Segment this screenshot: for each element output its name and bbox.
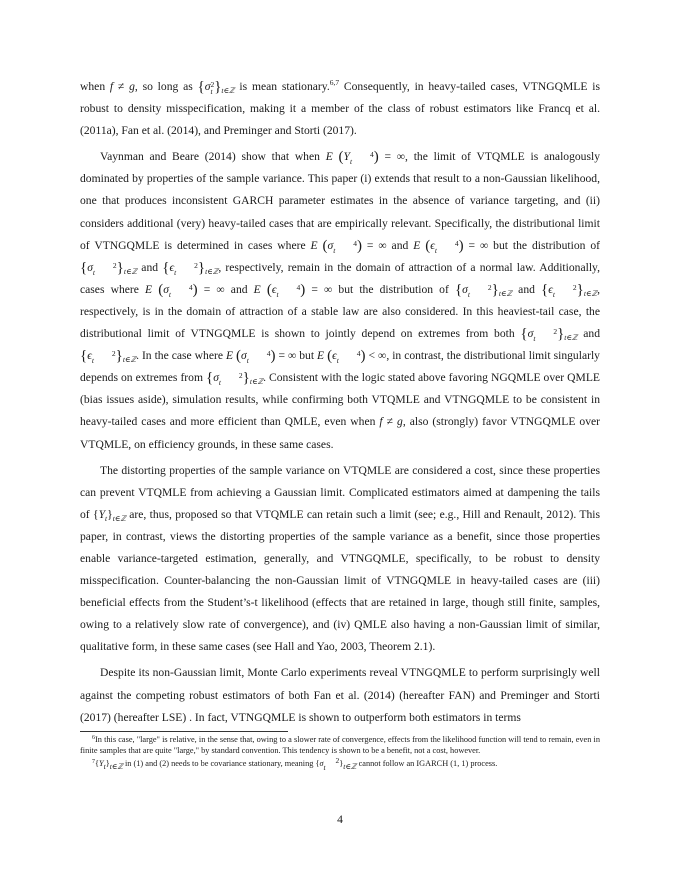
math-Y-set: $\{Y_t\}_{t\in ℤ}$	[93, 507, 126, 523]
footnote-ref-6-7[interactable]: 6,7	[329, 78, 340, 87]
footnotes	[80, 731, 600, 771]
body-text	[80, 76, 600, 729]
footnote-6: $^6$In this case, "large" is relative, in the sense that, owing to a slower rate of convergence, effects from the likelihood function will tend to remain, even in finite samples that are quite "large," by standard convention. This tendency is shown to be a benefit, not a cost, however.	[80, 735, 600, 755]
paragraph-1: when f ≠ g, so long as {σ2 t }$_{t\in ℤ}$ is mean stationary.$^{6,7}$ Consequently, in heavy-tailed cases, VTNGQMLE is robust to density misspecification, making it a member of the class of robust estimators like Francq et al. (2011a), Fan et al. (2014), and Preminger and Storti (2017).	[80, 78, 600, 138]
footnote-rule	[80, 731, 288, 732]
paragraph-2: Vaynman and Beare (2014) show that when E (Y 4 t ) = ∞, the limit of VTQMLE is analogously dominated by properties of the sample variance. This paper (i) extends that result to a non-Gaussian likelihood, one that produces inconsistent GARCH parameter estimates in the absence of variance targeting, and (ii) considers additional (very) heavy-tailed cases that are empirically relevant. Specifically, the distributional limit of VTNGQMLE is determined in cases where E (σ 4 t ) = ∞ and E (ϵ 4 t ) = ∞ but the distribution of {σ 2 t }$_{t\in ℤ}$ and {ϵ 2 t }$_{t\in ℤ}$, respectively, remain in the domain of attraction of a normal law. Additionally, cases where E (σ 4 t ) = ∞ and E (ϵ 4 t ) = ∞ but the distribution of {σ 2 t }$_{t\in ℤ}$ and {ϵ 2 t }$_{t\in ℤ}$, respectively, is in the domain of attraction of a stable law are also considered. In this heaviest-tail case, the distributional limit of VTNGQMLE is shown to jointly depend on extremes from both {σ 2 t }$_{t\in ℤ}$ and {ϵ 2 t }$_{t\in ℤ}$. In the case where E (σ 4 t ) = ∞ but E (ϵ 4 t ) < ∞, in contrast, the distributional limit singularly depends on extremes from {σ 2 t }$_{t\in ℤ}$. Consistent with the logic stated above favoring NGQMLE over QMLE (bias issues aside), simulation results, while confirming both VTQMLE and VTNGQMLE to be consistent in heavy-tailed cases and more efficient than QMLE, even when f ≠ g, also (strongly) favor VTNGQMLE over VTQMLE, on efficiency grounds, in these same cases.	[80, 149, 601, 451]
paragraph-4: Despite its non-Gaussian limit, Monte Carlo experiments reveal VTNGQMLE to perform surprisingly well against the competing robust estimators of both Fan et al. (2014) (hereafter FAN) and Preminger and Storti (2017) (hereafter LSE) . In fact, VTNGQMLE is shown to outperform both estimators in terms	[80, 666, 600, 724]
footnote-7: $^7\{Y_t\}_{t\in ℤ}$ in (1) and (2) needs to be covariance stationary, meaning {σ 2 t }$_{t\in ℤ}$ cannot follow an IGARCH (1, 1) process.	[92, 755, 498, 772]
paragraph-3: The distorting properties of the sample variance on VTQMLE are considered a cost, since these properties can prevent VTQMLE from achieving a Gaussian limit. Complicated estimators aimed at dampening the tails of $\{Y_t\}_{t\in ℤ}$ are, thus, proposed so that VTQMLE can retain such a limit (see; e.g., Hill and Renault, 2012). This paper, in contrast, views the distorting properties of the sample variance as a benefit, since those properties enable variance-targeted estimation, generally, and VTNGQMLE, specifically, to be robust to density misspecification. Counter-balancing the non-Gaussian limit of VTNGQMLE in heavy-tailed cases are (iii) beneficial effects from the Student’s-t likelihood (effects that are retained in large, though still finite, samples, owing to a relatively slow rate of convergence), and (iv) QMLE also having a non-Gaussian limit of similar, qualitative form, in these same cases (see Hall and Yao, 2003, Theorem 2.1).	[80, 463, 600, 654]
math-sigma-set: {σ2 t }$_{t\in ℤ}$	[197, 79, 235, 96]
page-number: 4	[337, 813, 343, 826]
math-EY4: E (Y 4 t ) = ∞	[325, 149, 406, 167]
